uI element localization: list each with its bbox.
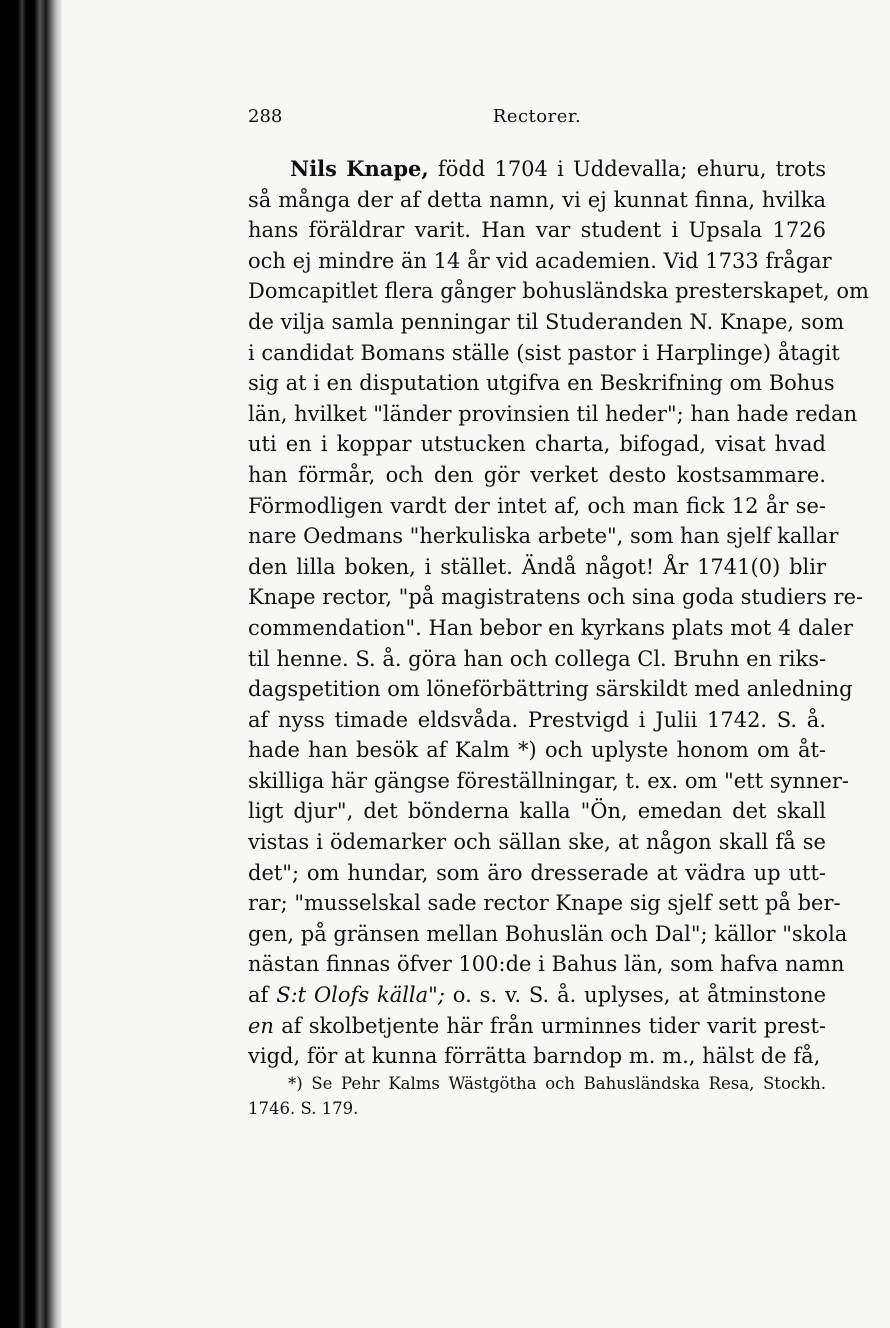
page-header	[248, 106, 826, 136]
text-line-2: så många der af detta namn, vi ej kunnat finna, hvilka	[248, 187, 826, 212]
text-line-11: han förmår, och den gör verket desto kostsammare.	[248, 462, 826, 487]
footnote-line-1: *) Se Pehr Kalms Wästgötha och Bahusländska Resa, Stockh.	[288, 1074, 826, 1093]
text-line-3: hans föräldrar varit. Han var student i Upsala 1726	[248, 218, 826, 243]
text-line-25: rar; "musselskal sade rector Knape sig sjelf sett på ber-	[248, 891, 841, 916]
running-head: Rectorer.	[492, 106, 582, 127]
footnote	[248, 1071, 826, 1121]
text-line-10: uti en i koppar utstucken charta, bifogad, visat hvad	[248, 432, 826, 457]
text-line-13: nare Oedmans "herkuliska arbete", som han sjelf kallar	[248, 524, 839, 549]
person-name-first: Nils	[290, 156, 337, 181]
text-line-9: län, hvilket "länder provinsien til heder"; han hade redan	[248, 401, 858, 426]
text-line-17: til henne. S. å. göra han och collega Cl. Bruhn en riks-	[248, 646, 827, 671]
text-line-28-post: o. s. v. S. å. uplyses, at åtminstone	[444, 983, 827, 1008]
text-line-29-post: af skolbetjente här från urminnes tider varit prest-	[273, 1013, 826, 1038]
text-line-1	[248, 154, 826, 185]
text-line-20: hade han besök af Kalm *) och uplyste honom om åt-	[248, 738, 826, 763]
text-line-30: vigd, för at kunna förrätta barndop m. m., hälst de få,	[248, 1044, 821, 1069]
text-line-28-pre: af	[248, 983, 277, 1008]
page-number: 288	[248, 106, 283, 127]
text-line-28	[248, 980, 826, 1011]
text-line-14: den lilla boken, i stället. Ändå något! År 1741(0) blir	[248, 554, 826, 579]
text-line-18: dagspetition om löneförbättring särskildt med anledning	[248, 677, 853, 702]
text-line-22: ligt djur", det bönderna kalla "Ön, emedan det skall	[248, 799, 826, 824]
text-line-23: vistas i ödemarker och sällan ske, at någon skall få se	[248, 830, 826, 855]
text-line-15: Knape rector, "på magistratens och sina goda studiers re-	[248, 585, 864, 610]
book-binding-edge	[0, 0, 62, 1328]
italic-place-name: S:t Olofs källa";	[276, 983, 445, 1008]
text-line-19: af nyss timade eldsvåda. Prestvigd i Julii 1742. S. å.	[248, 707, 826, 732]
person-name-last: Knape,	[346, 156, 429, 181]
text-line-8: sig at i en disputation utgifva en Beskrifning om Bohus	[248, 371, 835, 396]
text-line-21: skilliga här gängse föreställningar, t. ex. om "ett synner-	[248, 768, 849, 793]
text-line-24: det"; om hundar, som äro dresserade at vädra up utt-	[248, 860, 826, 885]
text-line-12: Förmodligen vardt der intet af, och man fick 12 år se-	[248, 493, 826, 518]
text-line-4: och ej mindre än 14 år vid academien. Vid 1733 frågar	[248, 248, 832, 273]
italic-word: en	[248, 1013, 274, 1038]
text-line-26: gen, på gränsen mellan Bohuslän och Dal"; källor "skola	[248, 921, 848, 946]
text-line-7: i candidat Bomans ställe (sist pastor i Harplinge) åtagit	[248, 340, 840, 365]
text-line-16: commendation". Han bebor en kyrkans plats mot 4 daler	[248, 615, 854, 640]
text-line-6: de vilja samla penningar til Studeranden N. Knape, som	[248, 309, 845, 334]
text-line-1-rest: född 1704 i Uddevalla; ehuru, trots	[428, 157, 826, 181]
text-line-27: nästan finnas öfver 100:de i Bahus län, som hafva namn	[248, 952, 845, 977]
footnote-line-2: 1746. S. 179.	[248, 1099, 359, 1118]
text-line-29	[248, 1011, 826, 1042]
body-text	[248, 154, 869, 1072]
text-line-5: Domcapitlet flera gånger bohusländska presterskapet, om	[248, 279, 869, 304]
